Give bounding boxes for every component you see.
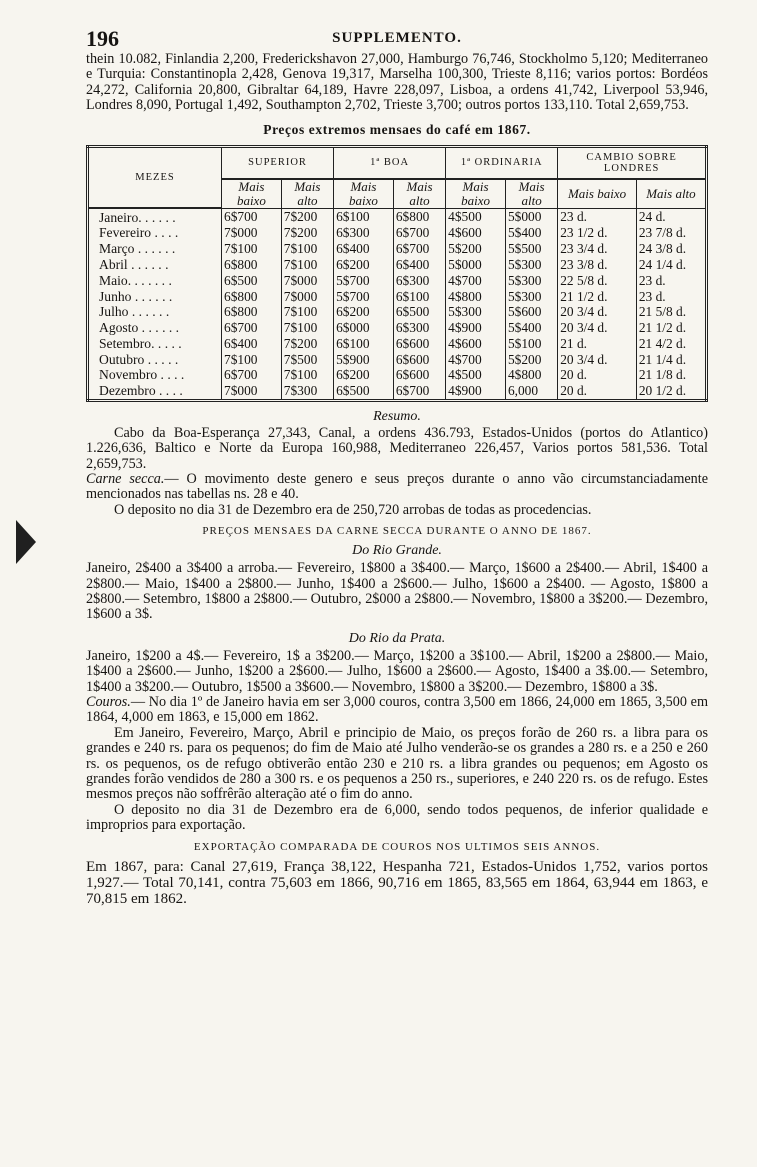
value-cell: 7$100 xyxy=(281,367,333,383)
value-cell: 6$300 xyxy=(393,320,445,336)
table-title: Preços extremos mensaes do café em 1867. xyxy=(263,121,531,137)
value-cell: 6$300 xyxy=(393,272,445,288)
col-mais-alto: Mais alto xyxy=(505,179,557,209)
value-cell: 6$800 xyxy=(222,257,282,273)
value-cell: 7$000 xyxy=(222,225,282,241)
value-cell: 6$200 xyxy=(334,367,394,383)
value-cell: 5$700 xyxy=(334,272,394,288)
value-cell: 6$700 xyxy=(222,320,282,336)
value-cell: 6$000 xyxy=(334,320,394,336)
value-cell: 6$600 xyxy=(393,336,445,352)
col-mais-alto: Mais alto xyxy=(281,179,333,209)
carne-secca-paragraph xyxy=(86,472,708,503)
value-cell: 23 7/8 d. xyxy=(636,225,706,241)
value-cell: 5$700 xyxy=(334,288,394,304)
value-cell: 4$900 xyxy=(446,320,506,336)
value-cell: 23 d. xyxy=(558,208,637,225)
value-cell: 7$000 xyxy=(222,383,282,400)
value-cell: 21 1/4 d. xyxy=(636,351,706,367)
month-cell: Setembro. . . . . xyxy=(99,335,182,351)
value-cell: 5$400 xyxy=(505,225,557,241)
month-cell: Novembro . . . . xyxy=(99,367,185,383)
couros-deposito-paragraph: O deposito no dia 31 de Dezembro era de 6,000, sendo todos pequenos, de inferior qualidade e improprios para exportação. xyxy=(86,801,708,834)
value-cell: 5$200 xyxy=(446,241,506,257)
value-cell: 6$700 xyxy=(393,383,445,400)
value-cell: 20 d. xyxy=(558,383,637,400)
rio-prata-title: Do Rio da Prata. xyxy=(348,630,446,646)
value-cell: 5$000 xyxy=(505,208,557,225)
couros-prices-paragraph: Em Janeiro, Fevereiro, Março, Abril e principio de Maio, os preços forão de 260 rs. a libra para os grandes e 240 rs. para os pequenos; do fim de Maio até Julho venderão-se os grandes a 280 rs. e a 250 e 260 rs. os pequenos, os de refugo obtiverão então 230 e 210 rs. a libra grandes ou pequenos; em Agosto os grandes forão vendidos de 280 a 300 rs. e os pequenos a 250 rs., superiores, e 240 220 rs. os de refugo. Estes mesmos preços não soffrêrão alteração até o fim do anno. xyxy=(86,724,708,803)
value-cell: 4$800 xyxy=(505,367,557,383)
table-row xyxy=(88,272,707,288)
value-cell: 20 1/2 d. xyxy=(636,383,706,400)
group-cambio: CAMBIO SOBRE LONDRES xyxy=(558,146,707,179)
value-cell: 6$300 xyxy=(334,225,394,241)
value-cell: 4$500 xyxy=(446,208,506,225)
value-cell: 6$100 xyxy=(334,208,394,225)
value-cell: 7$100 xyxy=(281,257,333,273)
value-cell: 7$500 xyxy=(281,351,333,367)
carne-secca-label: Carne secca. xyxy=(86,470,165,487)
value-cell: 6$500 xyxy=(222,272,282,288)
value-cell: 6$700 xyxy=(393,241,445,257)
group-superior: SUPERIOR xyxy=(222,146,334,179)
margin-arrow-mark xyxy=(16,520,36,564)
rio-prata-paragraph: Janeiro, 1$200 a 4$.— Fevereiro, 1$ a 3$200.— Março, 1$200 a 3$100.— Abril, 1$200 a 2$800.— Maio, 1$400 a 2$600.— Junho, 1$200 a 2$600.— Julho, 1$600 a 2$600.— Agosto, 1$400 a 3$.00.— Setembro, 1$400 a 3$200.— Outubro, 1$500 a 3$600.— Novembro, 1$800 a 3$200.— Dezembro, 1$800 a 3$. xyxy=(86,647,708,695)
table-row xyxy=(88,241,707,257)
value-cell: 6,000 xyxy=(505,383,557,400)
col-mais-alto: Mais alto xyxy=(636,179,706,209)
value-cell: 5$600 xyxy=(505,304,557,320)
value-cell: 20 3/4 d. xyxy=(558,304,637,320)
value-cell: 23 3/4 d. xyxy=(558,241,637,257)
rio-grande-title: Do Rio Grande. xyxy=(352,543,442,559)
group-boa: 1ª BOA xyxy=(334,146,446,179)
value-cell: 7$100 xyxy=(281,320,333,336)
value-cell: 6$400 xyxy=(222,336,282,352)
carne-heading: PREÇOS MENSAES DA CARNE SECCA DURANTE O ANNO DE 1867. xyxy=(202,525,592,538)
page xyxy=(86,22,708,907)
value-cell: 4$900 xyxy=(446,383,506,400)
value-cell: 23 d. xyxy=(636,288,706,304)
value-cell: 6$100 xyxy=(334,336,394,352)
table-row xyxy=(88,257,707,273)
value-cell: 7$100 xyxy=(281,241,333,257)
value-cell: 21 1/2 d. xyxy=(636,320,706,336)
table-row xyxy=(88,320,707,336)
value-cell: 5$300 xyxy=(505,288,557,304)
value-cell: 7$100 xyxy=(281,304,333,320)
value-cell: 4$600 xyxy=(446,225,506,241)
value-cell: 6$800 xyxy=(222,304,282,320)
month-cell: Março . . . . . . xyxy=(99,241,176,257)
resumo-paragraph: Cabo da Boa-Esperança 27,343, Canal, a ordens 436.793, Estados-Unidos (portos do Atlantico) 1.226,636, Baltico e Norte da Europa 160,988, Mediterraneo 226,457, Varios portos 581,536. Total 2,659,753. xyxy=(86,424,708,472)
value-cell: 7$300 xyxy=(281,383,333,400)
value-cell: 4$700 xyxy=(446,272,506,288)
export-paragraph: Em 1867, para: Canal 27,619, França 38,122, Hespanha 721, Estados-Unidos 1,752, varios portos 1,927.— Total 70,141, contra 75,603 em 1866, 90,716 em 1865, 83,565 em 1864, 63,944 em 1863, e 70,815 em 1862. xyxy=(86,858,708,907)
value-cell: 5$300 xyxy=(505,257,557,273)
value-cell: 21 1/8 d. xyxy=(636,367,706,383)
value-cell: 6$500 xyxy=(334,383,394,400)
value-cell: 24 3/8 d. xyxy=(636,241,706,257)
month-cell: Janeiro. . . . . . xyxy=(99,209,176,225)
value-cell: 7$100 xyxy=(222,241,282,257)
value-cell: 5$300 xyxy=(446,304,506,320)
value-cell: 6$600 xyxy=(393,351,445,367)
export-heading: EXPORTAÇÃO COMPARADA DE COUROS NOS ULTIMOS SEIS ANNOS. xyxy=(193,840,601,853)
value-cell: 6$400 xyxy=(393,257,445,273)
table-row xyxy=(88,225,707,241)
value-cell: 24 d. xyxy=(636,208,706,225)
value-cell: 20 3/4 d. xyxy=(558,351,637,367)
table-row xyxy=(88,383,707,400)
value-cell: 7$200 xyxy=(281,225,333,241)
value-cell: 4$700 xyxy=(446,351,506,367)
value-cell: 4$500 xyxy=(446,367,506,383)
month-cell: Dezembro . . . . xyxy=(99,383,183,399)
value-cell: 22 5/8 d. xyxy=(558,272,637,288)
month-cell: Maio. . . . . . . xyxy=(99,272,172,288)
value-cell: 23 3/8 d. xyxy=(558,257,637,273)
col-mais-baixo: Mais baixo xyxy=(558,179,637,209)
value-cell: 7$000 xyxy=(281,272,333,288)
value-cell: 7$100 xyxy=(222,351,282,367)
table-row xyxy=(88,351,707,367)
value-cell: 21 1/2 d. xyxy=(558,288,637,304)
value-cell: 21 5/8 d. xyxy=(636,304,706,320)
value-cell: 6$500 xyxy=(393,304,445,320)
intro-paragraph: thein 10.082, Finlandia 2,200, Frederickshavon 27,000, Hamburgo 76,746, Stockholmo 5,120; Mediterraneo e Turquia: Constantinopla 2,428, Genova 19,317, Marselha 100,300, Trieste 8,116; varios portos: Bordéos 24,272, California 20,800, Gibraltar 64,189, Havre 228,097, Lisboa, a ordens 41,742, Liverpool 53,946, Londres 8,090, Portugal 1,492, Southampton 2,702, Trieste 3,700; outros portos 133,110. Total 2,659,753. xyxy=(86,51,708,114)
value-cell: 6$700 xyxy=(222,367,282,383)
value-cell: 5$300 xyxy=(505,272,557,288)
value-cell: 6$400 xyxy=(334,241,394,257)
table-row xyxy=(88,367,707,383)
value-cell: 5$100 xyxy=(505,336,557,352)
value-cell: 4$600 xyxy=(446,336,506,352)
col-mais-baixo: Mais baixo xyxy=(334,179,394,209)
table-row xyxy=(88,304,707,320)
running-head: SUPPLEMENTO. xyxy=(332,30,462,46)
value-cell: 5$000 xyxy=(446,257,506,273)
table-row xyxy=(88,336,707,352)
value-cell: 5$500 xyxy=(505,241,557,257)
month-cell: Fevereiro . . . . xyxy=(99,225,179,241)
coffee-price-table xyxy=(86,145,708,402)
rio-grande-paragraph: Janeiro, 2$400 a 3$400 a arroba.— Fevereiro, 1$800 a 3$400.— Março, 1$600 a 2$400.— Abril, 1$400 a 2$800.— Maio, 1$400 a 2$800.— Junho, 1$400 a 2$600.— Julho, 1$600 a 2$400. — Agosto, 1$800 a 2$800.— Setembro, 1$800 a 2$800.— Outubro, 2$000 a 2$800.— Novembro, 1$800 a 3$200.— Dezembro, 1$600 a 3$. xyxy=(86,560,708,623)
month-cell: Junho . . . . . . xyxy=(99,288,173,304)
value-cell: 23 1/2 d. xyxy=(558,225,637,241)
value-cell: 20 3/4 d. xyxy=(558,320,637,336)
value-cell: 6$200 xyxy=(334,257,394,273)
value-cell: 6$700 xyxy=(222,208,282,225)
col-mais-baixo: Mais baixo xyxy=(446,179,506,209)
month-cell: Agosto . . . . . . xyxy=(99,320,180,336)
table-row xyxy=(88,208,707,225)
value-cell: 21 d. xyxy=(558,336,637,352)
value-cell: 21 4/2 d. xyxy=(636,336,706,352)
value-cell: 5$400 xyxy=(505,320,557,336)
col-mais-alto: Mais alto xyxy=(393,179,445,209)
value-cell: 6$800 xyxy=(393,208,445,225)
table-row xyxy=(88,288,707,304)
couros-paragraph xyxy=(86,695,708,726)
value-cell: 7$200 xyxy=(281,208,333,225)
value-cell: 20 d. xyxy=(558,367,637,383)
value-cell: 6$200 xyxy=(334,304,394,320)
value-cell: 4$800 xyxy=(446,288,506,304)
value-cell: 6$100 xyxy=(393,288,445,304)
month-cell: Abril . . . . . . xyxy=(99,256,169,272)
value-cell: 5$900 xyxy=(334,351,394,367)
carne-secca-text: — O movimento deste genero e seus preços durante o anno vão circumstanciadamente mencionados nas tabellas ns. 28 e 40. xyxy=(86,470,708,503)
table-body xyxy=(88,208,707,400)
deposito-paragraph: O deposito no dia 31 de Dezembro era de 250,720 arrobas de todas as procedencias. xyxy=(114,501,592,518)
value-cell: 7$000 xyxy=(281,288,333,304)
value-cell: 23 d. xyxy=(636,272,706,288)
month-cell: Outubro . . . . . xyxy=(99,351,179,367)
page-number: 196 xyxy=(86,26,119,51)
resumo-heading: Resumo. xyxy=(373,408,421,424)
value-cell: 6$800 xyxy=(222,288,282,304)
months-header: MEZES xyxy=(88,146,222,208)
group-ordinaria: 1ª ORDINARIA xyxy=(446,146,558,179)
couros-text: — No dia 1º de Janeiro havia em ser 3,000 couros, contra 3,500 em 1866, 24,000 em 1865, 3,500 em 1864, 4,000 em 1863, e 15,000 em 1862. xyxy=(86,693,708,726)
value-cell: 7$200 xyxy=(281,336,333,352)
value-cell: 5$200 xyxy=(505,351,557,367)
value-cell: 6$700 xyxy=(393,225,445,241)
value-cell: 6$600 xyxy=(393,367,445,383)
page-header xyxy=(86,22,708,52)
month-cell: Julho . . . . . . xyxy=(99,304,170,320)
col-mais-baixo: Mais baixo xyxy=(222,179,282,209)
couros-label: Couros. xyxy=(86,693,131,710)
value-cell: 24 1/4 d. xyxy=(636,257,706,273)
